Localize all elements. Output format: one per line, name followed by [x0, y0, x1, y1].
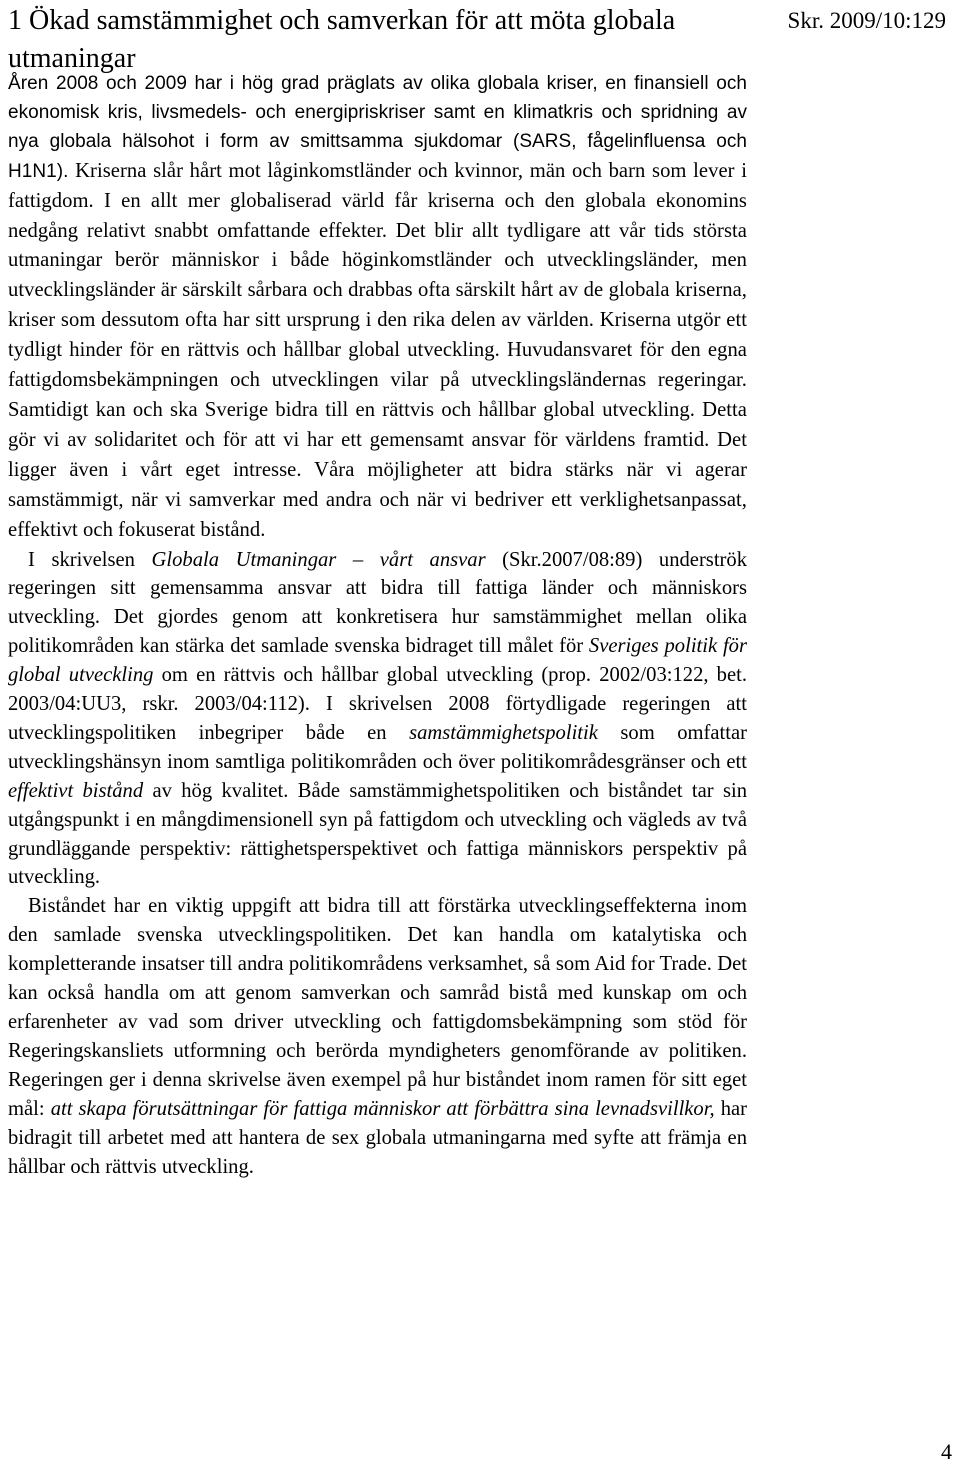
chapter-heading: 1 Ökad samstämmighet och samverkan för att möta globala utmaningar: [8, 5, 676, 74]
paragraph-3: [8, 892, 747, 1181]
paragraph-2-text-c: om en rättvis och hållbar global utveckling (prop. 2002/03:122, bet. 2003/04:UU3, rskr. 2003/04:112). I skrivelsen 2008 förtydligade regeringen att utvecklingspolitiken inbegriper både en: [8, 664, 747, 744]
paragraph-1-sans-text: Åren 2008 och 2009 har i hög grad präglats av olika globala kriser, en finansiell och ekonomisk kris, livsmedels- och energipriskriser samt en klimatkris och spridning av nya globala hälsohot i form av smittsamma sjukdomar (SARS, fågelinfluensa och H1N1).: [8, 73, 747, 182]
paragraph-2-text-b: (Skr.2007/08:89) underströk regeringen sitt gemensamma ansvar att bidra till fattiga länder och människors utveckling. Det gjordes genom att konkretisera hur samstämmighet mellan olika politikområden kan stärka det samlade svenska bidraget till målet för: [8, 548, 747, 658]
paragraph-1-continuation: Kriserna slår hårt mot låginkomstländer och kvinnor, män och barn som lever i fattigdom. I en allt mer globaliserad värld får kriserna och den globala ekonomins nedgång relativt snabbt omfattande effekter. Det blir allt tydligare att vår tids största utmaningar berör människor i både höginkomstländer och utvecklingsländer, men utvecklingsländer är särskilt sårbara och drabbas ofta särskilt hårt av de globala kriserna, kriser som dessutom ofta har sitt ursprung i den rika delen av världen. Kriserna utgör ett tydligt hinder för en rättvis och hållbar global utveckling. Huvudansvaret för den egna fattigdomsbekämpningen och utvecklingen vilar på utvecklingsländernas regeringar. Samtidigt kan och ska Sverige bidra till en rättvis och hållbar global utveckling. Detta gör vi av solidaritet och för att vi har ett gemensamt ansvar för världens framtid. Det ligger även i vårt eget intresse. Våra möjligheter att bidra stärks när vi agerar samstämmigt, när vi samverkar med andra och när vi bedriver ett verklighetsanpassat, effektivt och fokuserat bistånd.: [8, 159, 747, 541]
paragraph-2: [8, 546, 747, 893]
aid-goal-quote: att skapa förutsättningar för fattiga människor att förbättra sina levnadsvillkor,: [50, 1097, 715, 1120]
paragraph-2-text-d: som omfattar utvecklingshänsyn inom samtliga politikområden och över politikområdesgränser och ett: [8, 721, 747, 773]
effective-aid-term: effektivt bistånd: [8, 779, 144, 802]
paragraph-3-text-a: Biståndet har en viktig uppgift att bidra till att förstärka utvecklingseffekterna inom den samlade svenska utvecklingspolitiken. Det kan handla om katalytiska och kompletterande insatser till andra politikområdens verksamhet, så som Aid for Trade. Det kan också handla om att genom samverkan och samråd bistå med kunskap om och erfarenheter av vad som driver utveckling och fattigdomsbekämpning som stöd för Regeringskansliets utformning och berörda myndigheters genomförande av politiken. Regeringen ger i denna skrivelse även exempel på hur biståndet inom ramen för sitt eget mål:: [8, 895, 747, 1120]
paragraph-1: [8, 70, 747, 546]
paragraph-2-text-e: av hög kvalitet. Både samstämmighetspolitiken och biståndet tar sin utgångspunkt i en mångdimensionell syn på fattigdom och utveckling och vägleds av två grundläggande perspektiv: rättighetsperspektivet och fattiga människors perspektiv på utveckling.: [8, 779, 748, 889]
policy-name: Sveriges politik för global utveckling: [8, 635, 747, 687]
page-number: 4: [941, 1439, 952, 1464]
paragraph-3-text-b: har bidragit till arbetet med att hantera de sex globala utmaningarna med syfte att främja en hållbar och rättvis utveckling.: [8, 1097, 747, 1178]
body-text: [8, 70, 747, 1181]
document-reference: Skr. 2009/10:129: [787, 8, 946, 33]
coherence-policy-term: samstämmighetspolitik: [409, 721, 598, 744]
publication-title: Globala Utmaningar – vårt ansvar: [151, 548, 486, 571]
paragraph-2-text-a: I skrivelsen: [28, 548, 152, 571]
